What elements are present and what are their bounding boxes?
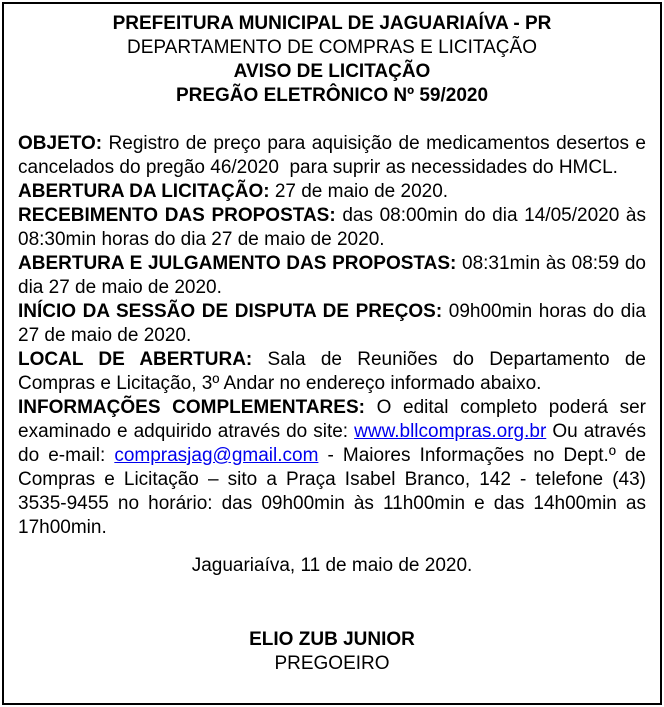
date-line: Jaguariaíva, 11 de maio de 2020. [191,555,473,576]
header-department: DEPARTAMENTO DE COMPRAS E LICITAÇÃO [127,37,537,58]
header-org-name: PREFEITURA MUNICIPAL DE JAGUARIAÍVA - PR [112,13,552,34]
paragraph-recebimento-propostas-text: das 08:00min do dia 14/05/2020 às 08:30min horas do dia 27 de maio de 2020. [18,205,646,250]
paragraph-objeto [18,132,646,180]
paragraph-recebimento-propostas-label: RECEBIMENTO DAS PROPOSTAS: [18,205,336,226]
paragraph-local-abertura-label: LOCAL DE ABERTURA: [18,349,253,370]
info-text-contact: - Maiores Informações no Dept.º de Compras e Licitação – sito a Praça Isabel Branco, 142 - telefone (43) 3535-9455 no horário: das 09h00min às 11h00min e das 14h00min as 17h00min. [18,445,646,538]
paragraph-objeto-text: Registro de preço para aquisição de medicamentos desertos e cancelados do pregão 46/2020 para suprir as necessidades do HMCL. [18,133,646,178]
paragraph-abertura-licitacao [18,180,646,204]
header-notice-type: AVISO DE LICITAÇÃO [233,61,431,82]
notice-border-frame [2,2,662,705]
paragraph-recebimento-propostas [18,204,646,252]
info-text-site: O edital completo poderá ser examinado e adquirido através do site: [18,397,646,442]
paragraph-informacoes-complementares [18,396,646,540]
paragraph-abertura-licitacao-text: 27 de maio de 2020. [269,181,449,202]
site-link[interactable]: www.bllcompras.org.br [354,421,547,442]
paragraph-inicio-disputa-label: INÍCIO DA SESSÃO DE DISPUTA DE PREÇOS: [18,301,443,322]
signature-title: PREGOEIRO [274,653,390,674]
paragraph-informacoes-complementares-label: INFORMAÇÕES COMPLEMENTARES: [18,397,365,418]
paragraph-abertura-licitacao-label: ABERTURA DA LICITAÇÃO: [18,181,270,202]
paragraph-local-abertura [18,348,646,396]
paragraph-objeto-label: OBJETO: [18,133,103,154]
spacer [18,578,646,628]
signature-name: ELIO ZUB JUNIOR [249,629,415,650]
paragraph-abertura-julgamento-text: 08:31min às 08:59 do dia 27 de maio de 2020. [18,253,646,298]
spacer [18,108,646,132]
paragraph-abertura-julgamento [18,252,646,300]
email-link[interactable]: comprasjag@gmail.com [114,445,319,466]
paragraph-local-abertura-text: Sala de Reuniões do Departamento de Compras e Licitação, 3º Andar no endereço informado abaixo. [18,349,646,394]
paragraph-abertura-julgamento-label: ABERTURA E JULGAMENTO DAS PROPOSTAS: [18,253,457,274]
paragraph-inicio-disputa-text: 09h00min horas do dia 27 de maio de 2020. [18,301,646,346]
header-auction-number: PREGÃO ELETRÔNICO Nº 59/2020 [175,85,489,106]
paragraph-inicio-disputa [18,300,646,348]
info-text-email: Ou através do e-mail: [18,421,646,466]
spacer [18,540,646,554]
